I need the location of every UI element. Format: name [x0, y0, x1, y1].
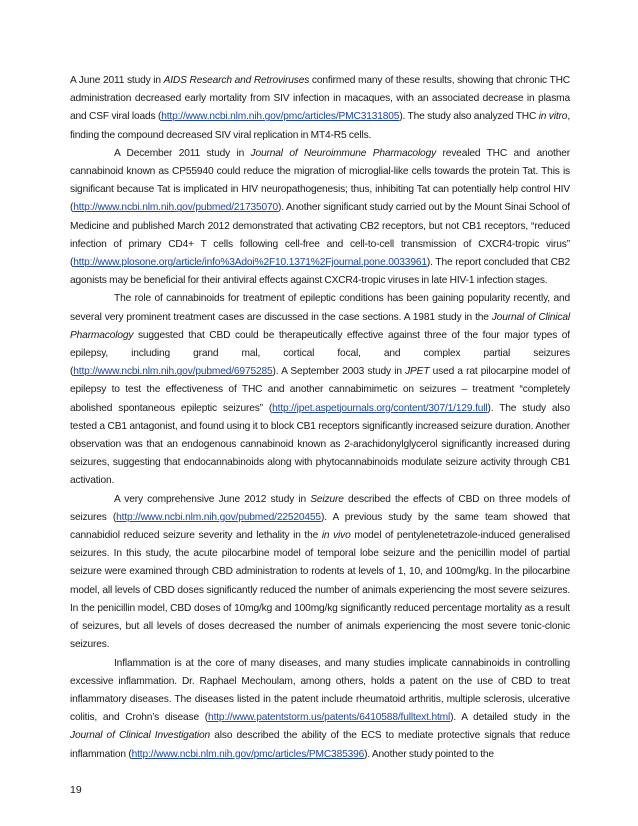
text-run: ). The study also analyzed THC: [399, 111, 539, 123]
text-run: ). The report concluded that CB2 agonists may be beneficial for their antiviral effects against CXCR4-tropic viruses in late HIV-1 infection stages.: [70, 257, 570, 287]
reference-link[interactable]: http://jpet.aspetjournals.org/content/307/1/129.full: [272, 402, 488, 414]
journal-title: Journal of Clinical Investigation: [70, 730, 211, 742]
text-run: A June 2011 study in: [70, 75, 164, 86]
paragraph-4: [70, 491, 570, 655]
text-run: suggested that CBD could be therapeutically effective against three of the four major types of epilepsy, including grand mal, cortical focal, and complex partial seizures (: [70, 329, 570, 378]
text-run: ). Another significant study carried out by the Mount Sinai School of Medicine and published March 2012 demonstrated that activating CB2 receptors, but not CB1 receptors, “reduced infection of primary CD4+ T cells following cell-free and cell-to-cell transmission of CXCR4-tropic virus” (: [70, 202, 570, 269]
paragraph-5: [70, 655, 570, 764]
page-number: 19: [70, 784, 82, 796]
emphasis: in vivo: [321, 530, 351, 542]
text-run: A December 2011 study in: [114, 147, 251, 159]
text-run: revealed THC and another cannabinoid known as CP55940 could reduce the migration of microglial-like cells towards the protein Tat. This is significant because Tat is implicated in HIV neuropathogenesis; thus, inhibiting Tat can potentially help control HIV (: [70, 147, 570, 214]
text-run: also described the ability of the ECS to mediate protective signals that reduce inflammation (: [70, 730, 570, 760]
reference-link[interactable]: http://www.ncbi.nlm.nih.gov/pmc/articles/PMC385396: [131, 748, 365, 760]
journal-title: AIDS Research and Retroviruses: [163, 75, 310, 86]
text-run: A very comprehensive June 2012 study in: [114, 493, 311, 505]
journal-title: Seizure: [310, 493, 344, 505]
reference-link[interactable]: http://www.ncbi.nlm.nih.gov/pubmed/21735070: [73, 202, 279, 214]
paragraph-1: [70, 72, 570, 145]
text-run: ). A detailed study in the: [450, 712, 570, 724]
reference-link[interactable]: http://www.ncbi.nlm.nih.gov/pmc/articles/PMC3131805: [161, 111, 400, 123]
paragraph-3: [70, 290, 570, 490]
journal-title: Journal of Clinical Pharmacology: [70, 311, 570, 341]
reference-link[interactable]: http://www.ncbi.nlm.nih.gov/pubmed/6975285: [73, 366, 273, 378]
reference-link[interactable]: http://www.patentstorm.us/patents/6410588/fulltext.html: [208, 712, 451, 724]
text-run: described the effects of CBD on three models of seizures (: [70, 493, 570, 523]
text-run: , finding the compound decreased SIV viral replication in MT4-R5 cells.: [70, 111, 570, 141]
text-run: ). A September 2003 study in: [272, 366, 406, 378]
text-run: ). Another study pointed to the: [364, 748, 494, 760]
text-run: ). A previous study by the same team showed that cannabidiol reduced seizure severity and lethality in the: [70, 511, 570, 542]
text-run: The role of cannabinoids for treatment of epileptic conditions has been gaining popularity recently, and several very prominent treatment cases are discussed in the case sections. A 1981 study in the: [70, 293, 570, 323]
journal-title: Journal of Neuroimmune Pharmacology: [250, 147, 437, 159]
reference-link[interactable]: http://www.ncbi.nlm.nih.gov/pubmed/22520455: [116, 511, 321, 523]
text-run: used a rat pilocarpine model of epilepsy to test the effectiveness of THC and another cannabimimetic on seizures – treatment “completely abolished spontaneous epileptic seizures” (: [70, 366, 570, 414]
body-text: [70, 72, 570, 764]
journal-title: JPET: [405, 366, 430, 378]
emphasis: in vitro: [538, 111, 568, 123]
text-run: ). The study also tested a CB1 antagonist, and found using it to block CB1 receptors significantly increased seizure duration. Another observation was that an endogenous cannabinoid known as 2-arachidonylglycerol significantly increased during seizures, suggesting that endocannabinoids along with phytocannabinoids modulate seizure activity through CB1 activation.: [70, 402, 570, 487]
reference-link[interactable]: http://www.plosone.org/article/info%3Adoi%2F10.1371%2Fjournal.pone.0033961: [73, 257, 427, 269]
text-run: Inflammation is at the core of many diseases, and many studies implicate cannabinoids in controlling excessive inflammation. Dr. Raphael Mechoulam, among others, holds a patent on the use of CBD to treat inflammatory diseases. The diseases listed in the patent include rheumatoid arthritis, multiple sclerosis, ulcerative colitis, and Crohn’s disease (: [70, 657, 570, 724]
text-run: model of pentylenetetrazole-induced generalised seizures. In this study, the acute pilocarbine model of temporal lobe seizure and the penicillin model of partial seizure were examined through CBD administration to rodents at levels of 1, 10, and 100mg/kg. In the pilocarbine model, all levels of CBD doses significantly reduced the number of animals experiencing the most severe seizures. In the penicillin model, CBD doses of 10mg/kg and 100mg/kg significantly reduced percentage mortality as a result of seizures, but all levels of doses decreased the number of animals experiencing the most severe tonic-clonic seizures.: [70, 530, 570, 651]
paragraph-2: [70, 145, 570, 291]
text-run: confirmed many of these results, showing that chronic THC administration decreased early mortality from SIV infection in macaques, with an associated decrease in plasma and CSF viral loads (: [70, 75, 571, 123]
